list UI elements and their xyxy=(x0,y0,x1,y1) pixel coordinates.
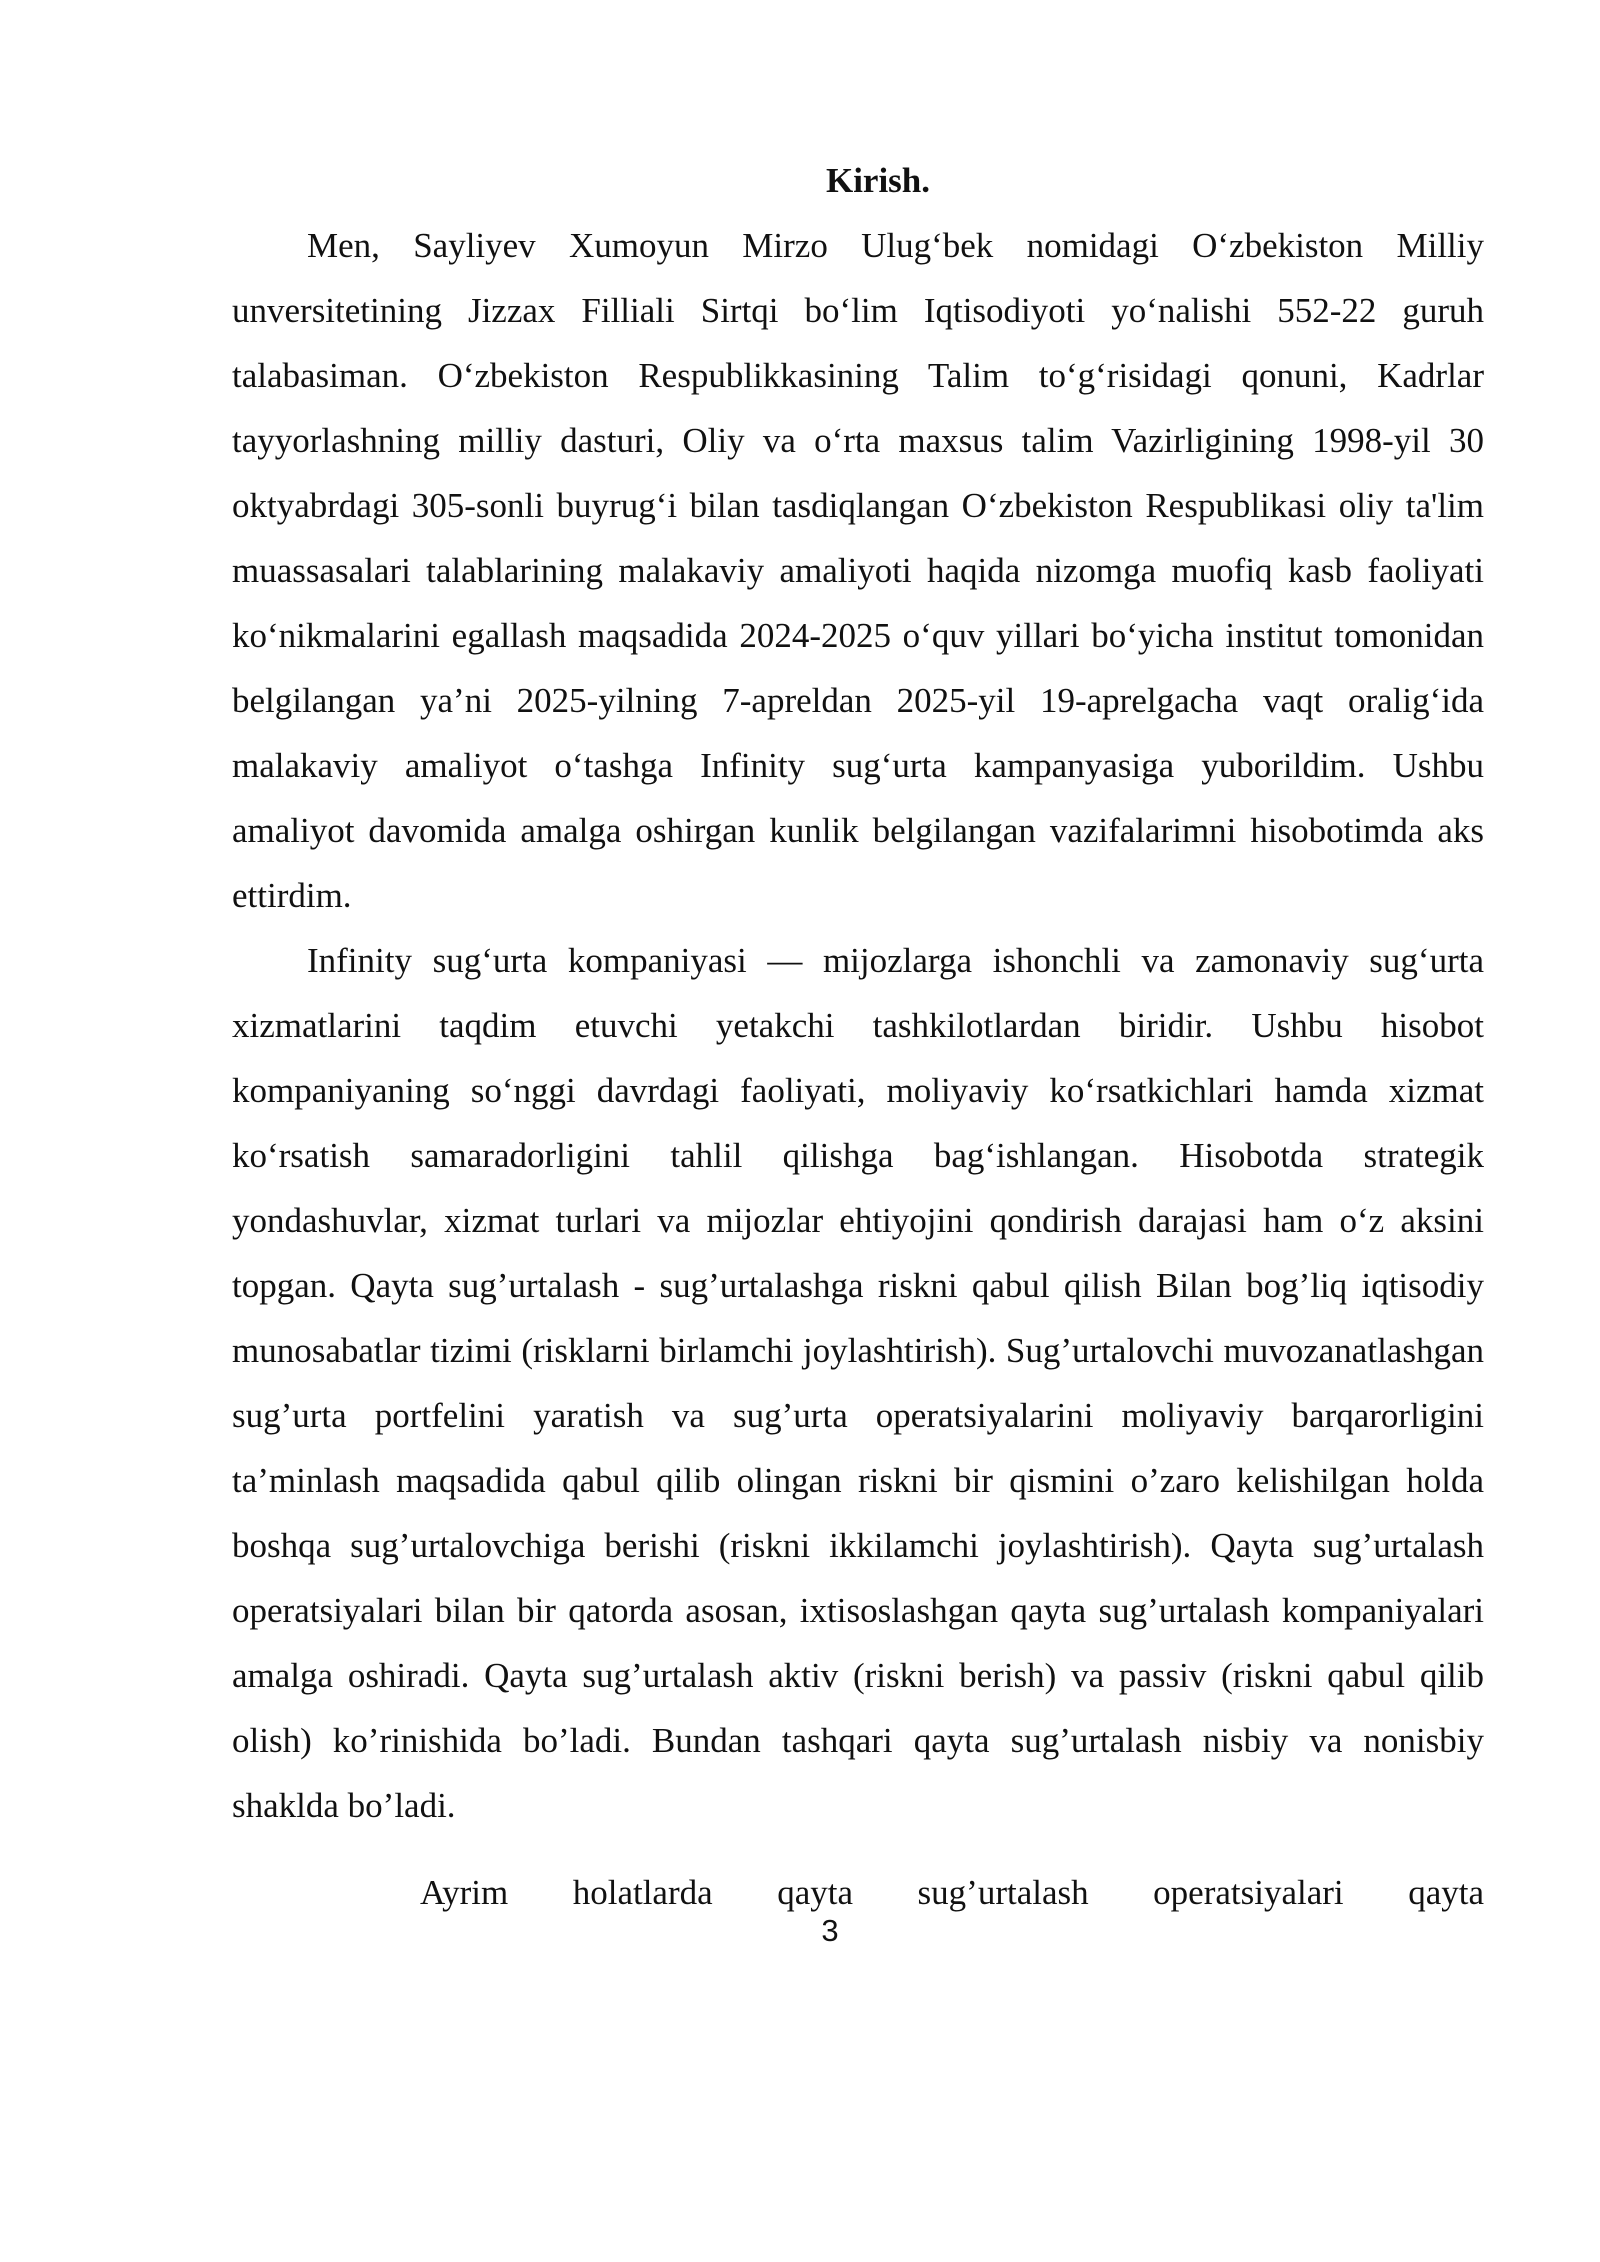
section-heading: Kirish. xyxy=(825,161,931,200)
page-number: 3 xyxy=(821,1913,839,1948)
paragraph-intro: Men, Sayliyev Xumoyun Mirzo Ulug‘bek nomidagi O‘zbekiston Milliy unversitetining Jizzax Filliali Sirtqi bo‘lim Iqtisodiyoti yo‘nalishi 552-22 guruh talabasiman. O‘zbekiston Respublikkasining Talim to‘g‘risidagi qonuni, Kadrlar tayyorlashning milliy dasturi, Oliy va o‘rta maxsus talim Vazirligining 1998-yil 30 oktyabrdagi 305-sonli buyrug‘i bilan tasdiqlangan O‘zbekiston Respublikasi oliy ta'lim muassasalari talablarining malakaviy amaliyoti haqida nizomga muofiq kasb faoliyati ko‘nikmalarini egallash maqsadida 2024-2025 o‘quv yillari bo‘yicha institut tomonidan belgilangan ya’ni 2025-yilning 7-apreldan 2025-yil 19-aprelgacha vaqt oralig‘ida malakaviy amaliyot o‘tashga Infinity sug‘urta kampanyasiga yuborildim. Ushbu amaliyot davomida amalga oshirgan kunlik belgilangan vazifalarimni hisobotimda aks ettirdim. xyxy=(232,226,1484,915)
paragraph-company: Infinity sug‘urta kompaniyasi — mijozlarga ishonchli va zamonaviy sug‘urta xizmatlarini taqdim etuvchi yetakchi tashkilotlardan biridir. Ushbu hisobot kompaniyaning so‘nggi davrdagi faoliyati, moliyaviy ko‘rsatkichlari hamda xizmat ko‘rsatish samaradorligini tahlil qilishga bag‘ishlangan. Hisobotda strategik yondashuvlar, xizmat turlari va mijozlar ehtiyojini qondirish darajasi ham o‘z aksini topgan. Qayta sug’urtalash - sug’urtalashga riskni qabul qilish Bilan bog’liq iqtisodiy munosabatlar tizimi (risklarni birlamchi joylashtirish). Sug’urtalovchi muvozanatlashgan sug’urta portfelini yaratish va sug’urta operatsiyalarini moliyaviy barqarorligini ta’minlash maqsadida qabul qilib olingan riskni bir qismini o’zaro kelishilgan holda boshqa sug’urtalovchiga berishi (riskni ikkilamchi joylashtirish). Qayta sug’urtalash operatsiyalari bilan bir qatorda asosan, ixtisoslashgan qayta sug’urtalash kompaniyalari amalga oshiradi. Qayta sug’urtalash aktiv (riskni berish) va passiv (riskni qabul qilib olish) ko’rinishida bo’ladi. Bundan tashqari qayta sug’urtalash nisbiy va nonisbiy shaklda bo’ladi. xyxy=(232,941,1484,1825)
document-body xyxy=(232,148,1484,1925)
paragraph-continued: Ayrim holatlarda qayta sug’urtalash operatsiyalari qayta xyxy=(420,1873,1484,1912)
